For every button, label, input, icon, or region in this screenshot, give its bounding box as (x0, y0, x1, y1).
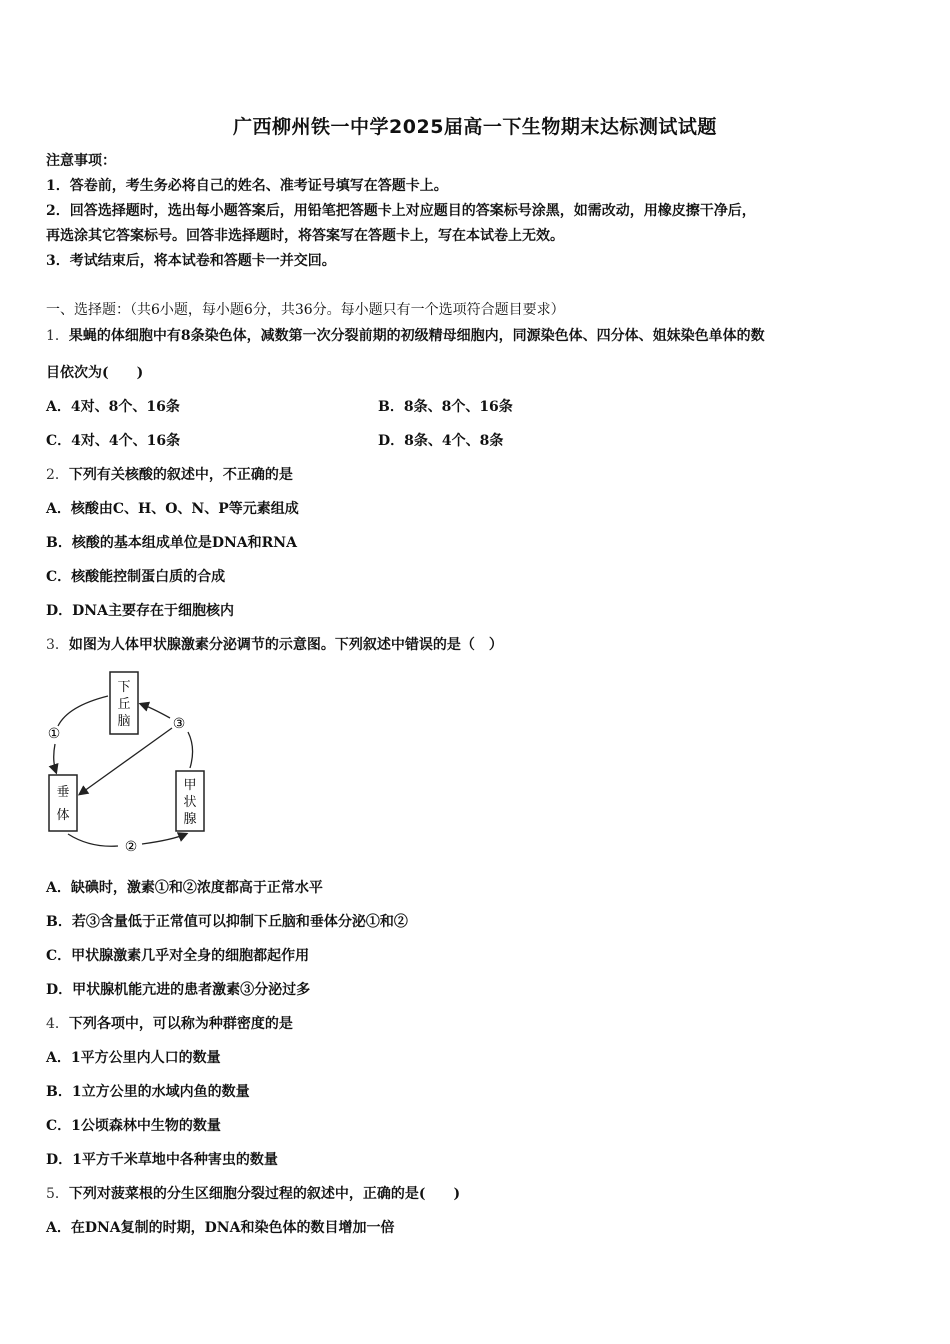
arrow-thyroid-to-pituitary (80, 728, 172, 794)
thyroid-char-1: 甲 (183, 778, 197, 793)
arc-hypothalamus-to-label1 (58, 696, 108, 726)
q3-number: 3． (46, 637, 69, 653)
q5-number: 5． (46, 1186, 69, 1202)
notice-item-3: 3．考试结束后，将本试卷和答题卡一并交回。 (46, 253, 336, 269)
q1-number: 1． (46, 328, 69, 344)
q3-option-a: A．缺碘时，激素①和②浓度都高于正常水平 (46, 880, 323, 896)
q4-number: 4． (46, 1016, 69, 1032)
notice-item-2-cont: 再选涂其它答案标号。回答非选择题时，将答案写在答题卡上，写在本试卷上无效。 (46, 228, 564, 244)
arrow-to-thyroid (142, 834, 186, 844)
q2-text: 下列有关核酸的叙述中，不正确的是 (68, 467, 293, 483)
q2-option-d: D．DNA主要存在于细胞核内 (46, 603, 234, 619)
q2-option-b: B．核酸的基本组成单位是DNA和RNA (46, 535, 297, 551)
notice-item-1: 1．答卷前，考生务必将自己的姓名、准考证号填写在答题卡上。 (46, 178, 448, 194)
q3-option-d: D．甲状腺机能亢进的患者激素③分泌过多 (46, 982, 311, 998)
thyroid-char-3: 腺 (183, 812, 197, 827)
q2-option-c: C．核酸能控制蛋白质的合成 (46, 569, 226, 585)
hypothalamus-char-2: 丘 (117, 697, 131, 712)
hypothalamus-char-3: 脑 (117, 714, 131, 729)
q4-option-c: C．1公顷森林中生物的数量 (46, 1118, 221, 1134)
hypothalamus-char-1: 下 (117, 680, 131, 695)
q1-option-a: A．4对、8个、16条 (46, 399, 180, 415)
arrow-to-hypothalamus (141, 704, 170, 718)
q2-number: 2． (46, 467, 69, 483)
q1-option-d: D．8条、4个、8条 (378, 433, 504, 449)
hormone-label-1: ① (47, 726, 61, 742)
arc-thyroid-to-label3 (188, 732, 193, 768)
q1-option-c: C．4对、4个、16条 (46, 433, 181, 449)
q1-text: 果蝇的体细胞中有8条染色体，减数第一次分裂前期的初级精母细胞内，同源染色体、四分体、姐妹染色单体的数 (68, 328, 765, 344)
q3-option-b: B．若③含量低于正常值可以抑制下丘脑和垂体分泌①和② (46, 914, 408, 930)
q4-text: 下列各项中，可以称为种群密度的是 (68, 1016, 293, 1032)
arrow-to-pituitary (54, 744, 56, 772)
q3-option-c: C．甲状腺激素几乎对全身的细胞都起作用 (46, 948, 310, 964)
section-heading: 一、选择题：（共6小题，每小题6分，共36分。每小题只有一个选项符合题目要求） (46, 302, 565, 318)
notice-item-2: 2．回答选择题时，选出每小题答案后，用铅笔把答题卡上对应题目的答案标号涂黑，如需改动，用橡皮擦干净后， (46, 203, 756, 219)
q3-stem (46, 635, 503, 655)
pituitary-char-1: 垂 (56, 785, 70, 800)
q1-option-b: B．8条、8个、16条 (378, 399, 513, 415)
q4-option-a: A．1平方公里内人口的数量 (46, 1050, 221, 1066)
page-title: 广西柳州铁一中学2025届高一下生物期末达标测试试题 (233, 116, 717, 138)
arc-pituitary-to-label2 (68, 834, 118, 846)
thyroid-regulation-diagram (40, 668, 220, 858)
pituitary-char-2: 体 (56, 808, 70, 823)
hormone-label-2: ② (124, 839, 138, 855)
q5-text: 下列对菠菜根的分生区细胞分裂过程的叙述中，正确的是( ) (68, 1186, 461, 1202)
q2-stem (46, 465, 293, 485)
q4-stem (46, 1014, 293, 1034)
q2-option-a: A．核酸由C、H、O、N、P等元素组成 (46, 501, 299, 517)
hormone-label-3: ③ (172, 716, 186, 732)
q1-stem-cont: 目依次为( ) (46, 365, 144, 381)
q4-option-d: D．1平方千米草地中各种害虫的数量 (46, 1152, 278, 1168)
q1-stem (46, 326, 765, 346)
q4-option-b: B．1立方公里的水域内鱼的数量 (46, 1084, 250, 1100)
q5-stem (46, 1184, 460, 1204)
notice-heading: 注意事项： (46, 153, 116, 169)
q5-option-a: A．在DNA复制的时期，DNA和染色体的数目增加一倍 (46, 1220, 395, 1236)
thyroid-char-2: 状 (183, 795, 197, 810)
q3-text: 如图为人体甲状腺激素分泌调节的示意图。下列叙述中错误的是（ ） (68, 637, 503, 653)
